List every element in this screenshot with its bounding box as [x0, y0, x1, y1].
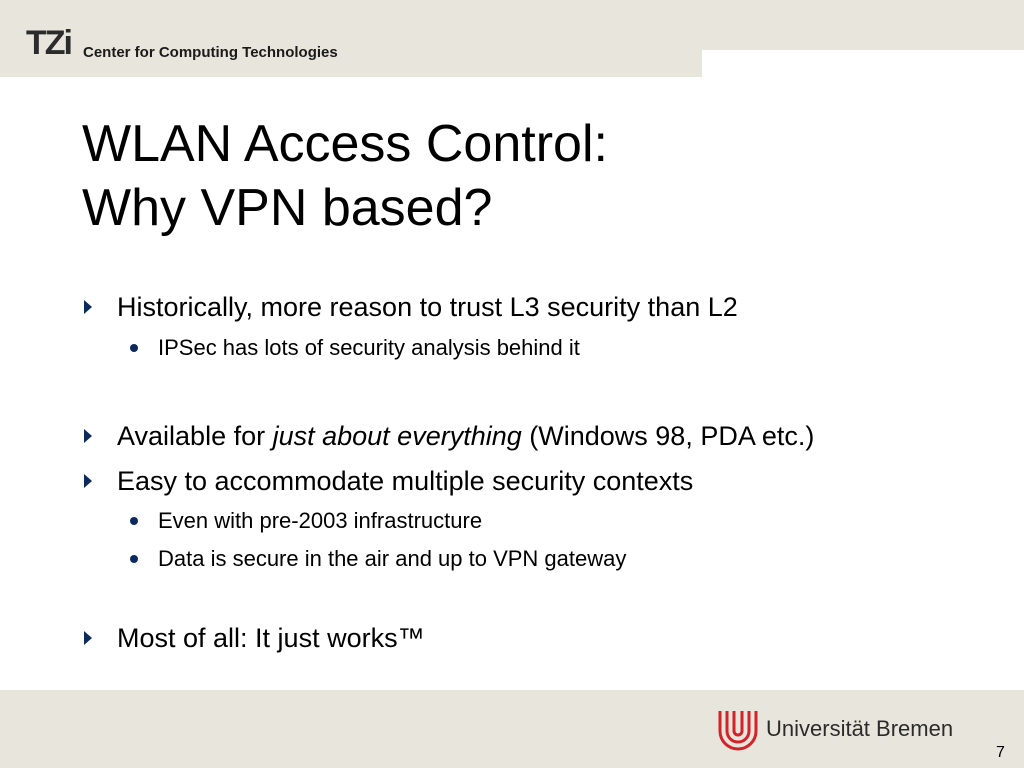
bullet-text: Historically, more reason to trust L3 security than L2 [117, 292, 738, 322]
header-band-right [702, 0, 1024, 50]
slide-title [82, 112, 608, 240]
university-name: Universität Bremen [766, 716, 954, 741]
tzi-logo: TZi [26, 24, 71, 62]
triangle-bullet-icon [84, 474, 92, 488]
title-line-1: WLAN Access Control: [82, 115, 608, 173]
bullet-text-part: Available for [117, 421, 273, 451]
org-name: Center for Computing Technologies [83, 44, 338, 61]
dot-bullet-icon [130, 517, 138, 525]
bullet-text-italic: just about everything [272, 421, 522, 451]
bullet-text [117, 420, 814, 452]
dot-bullet-icon [130, 555, 138, 563]
university-logo-icon [716, 707, 760, 751]
sub-bullet-text: Even with pre-2003 infrastructure [158, 508, 483, 533]
triangle-bullet-icon [84, 631, 92, 645]
page-number: 7 [996, 744, 1005, 761]
dot-bullet-icon [130, 344, 138, 352]
triangle-bullet-icon [84, 429, 92, 443]
triangle-bullet-icon [84, 300, 92, 314]
header-band [0, 0, 702, 77]
sub-bullet-text: IPSec has lots of security analysis behind it [158, 335, 580, 360]
sub-bullet-text: Data is secure in the air and up to VPN gateway [158, 546, 627, 571]
bullet-text-part: (Windows 98, PDA etc.) [521, 421, 815, 451]
title-line-2: Why VPN based? [82, 179, 493, 237]
bullet-text: Most of all: It just works™ [117, 623, 425, 653]
bullet-text: Easy to accommodate multiple security contexts [117, 466, 694, 496]
